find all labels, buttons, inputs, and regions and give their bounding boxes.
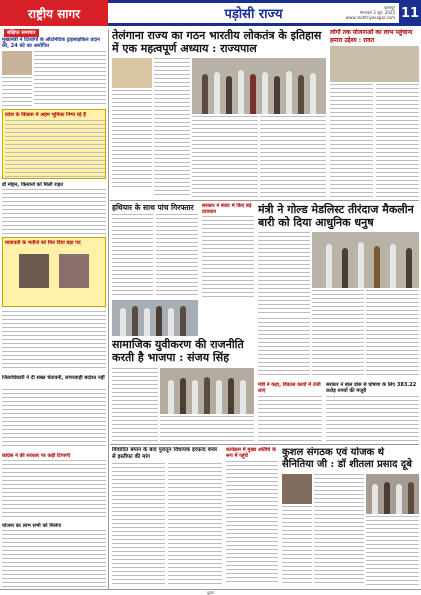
left-column: [2, 29, 106, 589]
page-footer: मुद्रक: [0, 589, 421, 595]
brief-item-1-body: [34, 51, 106, 107]
top-story-body-1: [154, 58, 190, 148]
brief-item-6-body: [2, 460, 106, 520]
brief-item-2-headline: प्रदेश के विकास में अहम भूमिका निभा रहे हैं: [5, 112, 86, 118]
minister-body-3: [366, 290, 419, 378]
brief-item-5-body-b: [2, 389, 106, 449]
arms-headline: हथियार के साथ पांच गिरफ्तार: [112, 203, 194, 212]
govt-body: [326, 396, 419, 442]
brief-item-3-body: [2, 189, 106, 235]
minister-photo: [312, 232, 419, 288]
top-story-body-4: [154, 150, 190, 198]
right-top-photo: [330, 46, 419, 82]
bottom-right-portrait: [282, 474, 312, 504]
top-story-group-photo: [192, 58, 326, 114]
brief-item-3-headline: डॉ मोहन, किसानों को मिली राहत: [2, 182, 64, 188]
section-title: पड़ोसी राज्य: [224, 7, 283, 22]
brief-item-4-headline: मायावती के भतीजे को फिर दिया बड़ा पद: [5, 240, 81, 246]
brief-item-5-body: [2, 311, 106, 371]
brief-item-2-box: [2, 109, 106, 179]
right-top-body-2: [376, 84, 419, 198]
brief-item-2-body: [5, 120, 105, 178]
top-story-body-0: [112, 90, 152, 190]
side-story-headline: सरकार ने बजट में किए बड़े प्रावधान: [202, 203, 252, 215]
mid2-headline: मंत्री ने कहा, विकास कार्यों में तेजी लाएं: [258, 382, 321, 394]
right-top-headline: लोगों तक योजनाओं का लाभ पहुंचाना हमारा उद्देश्य : रावत: [330, 29, 413, 44]
bottom-left-body-1: [112, 463, 165, 585]
brief-item-1-body-b: [2, 77, 32, 107]
youth-body-1: [112, 368, 158, 442]
newspaper-logo: राष्ट्रीय सागर: [0, 0, 108, 26]
bottom-right-photo: [366, 474, 419, 514]
bottom-right-body-1: [314, 474, 364, 585]
minister-headline: मंत्री ने गोल्ड मेडलिस्ट तीरंदाज मैकलीन बारी को दिया आधुनिक धनुष: [258, 203, 414, 229]
bottom-mid-body: [226, 461, 278, 585]
bottom-right-body-0: [282, 506, 312, 585]
side-story-body: [202, 216, 254, 298]
bottom-mid-headline: कार्यक्रम में मुख्य अतिथि के रूप में पहुंचे: [226, 447, 276, 459]
brief-item-6-headline: कांग्रेस ने की सरकार पर कड़ी टिप्पणी: [2, 453, 71, 459]
top-story-body-2: [192, 116, 258, 198]
minister-body-2: [312, 290, 364, 378]
brief-item-4-photo-1: [19, 254, 49, 288]
brief-item-4-photo-2: [59, 254, 89, 288]
masthead: [0, 0, 421, 26]
brief-tag: संक्षिप्त समाचार: [4, 29, 39, 37]
govt-headline: सरकार ने बाल डांस से घोषणा के लिए 383.22 करोड़ रुपयों की मंजूरी: [326, 382, 417, 394]
mid2-body: [258, 396, 322, 442]
edition-date: मंगलवार 3 जून, 2025: [359, 10, 395, 15]
youth-body-2: [160, 416, 254, 442]
bottom-left-headline: विवादित बयान के बाद पुरातून विधायक इरफ़ाद कंवर से इस्तीफा की मांग: [112, 447, 218, 460]
brief-item-4-box: [2, 237, 106, 307]
top-story-body-3: [260, 116, 326, 198]
brief-item-5-headline: जिलाधिकारी ने दी सख्त चेतावनी, लापरवाही बर्दाश्त नहीं: [2, 375, 105, 381]
bottom-left-body-2: [168, 463, 222, 585]
right-top-body-1: [330, 84, 373, 198]
row-divider-1: [110, 200, 419, 201]
section-banner: [108, 0, 399, 26]
minister-body-1: [258, 232, 310, 316]
row-divider-2: [110, 444, 419, 445]
edition-website: www.rashtriyasagar.com: [345, 15, 395, 20]
top-story-portrait: [112, 58, 152, 88]
minister-body-4: [258, 318, 310, 378]
youth-headline: सामाजिक युवीकरण की राजनीति करती है भाजपा : संजय सिंह: [112, 338, 244, 364]
brief-item-1-headline: मुख्यमंत्री ने दिव्यांगों के ऑटोमेटिक ट्राइसाइकिल प्रदान की, 24 घंटे का आरोपित: [2, 37, 100, 49]
arms-body-2: [156, 214, 198, 298]
arms-body-1: [112, 214, 153, 298]
bottom-right-headline: कुशल संगठक एवं योजक थे सैनितिया जी : डॉ शीतला प्रसाद दूबे: [282, 447, 412, 470]
bottom-right-body-2: [366, 516, 419, 585]
brief-item-1-photo: [2, 51, 32, 75]
brief-item-7-body: [2, 530, 106, 588]
youth-group-photo: [160, 368, 254, 414]
youth-photo: [112, 300, 198, 336]
edition-city: छतरपुर: [384, 5, 395, 10]
page-number: 11: [399, 0, 421, 26]
edition-info: [346, 5, 395, 20]
brief-item-7-headline: योजना का लाभ सभी को मिलेगा: [2, 523, 62, 529]
column-divider-1: [108, 29, 109, 589]
top-story-headline: तेलंगाना राज्य का गठन भारतीय लोकतंत्र के इतिहास में एक महत्वपूर्ण अध्याय : राज्यपाल: [112, 29, 322, 55]
